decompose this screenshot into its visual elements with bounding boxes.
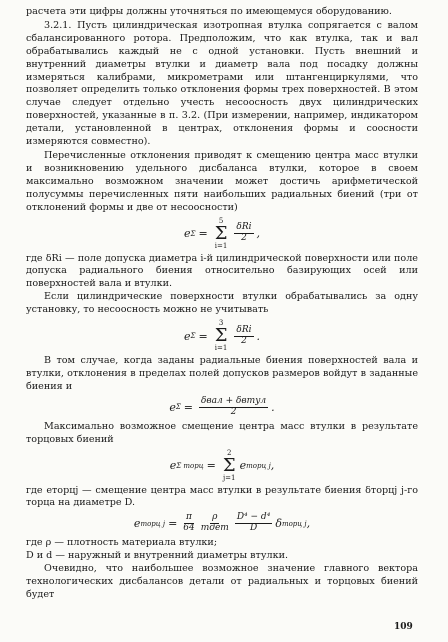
paragraph: Перечисленные отклонения приводят к смещению центра масс втулки и возникновению удельного дисбаланса втулки, которое в своем максимально возможном значении может достичь арифметической полусуммы перечисленных пяти наибольших радиальных биений (три от отклонений формы и две от несоосности) [26, 149, 418, 213]
fraction: $\frac{\text{δвал + δвтул}}{2}$ [201, 395, 267, 417]
fraction: $\frac{\pi}{64}$ [183, 512, 195, 534]
paragraph: где ρ — плотность материала втулки; [26, 537, 218, 549]
paragraph: Максимально возможное смещение центра масс втулки в результате торцовых биений [26, 420, 418, 445]
paragraph: где eторцj — смещение центра масс втулки в результате биения δторцj j-го торца на диаметре D. [26, 484, 418, 509]
paragraph: расчета эти цифры должны уточняться по имеющемуся оборудованию. [26, 6, 392, 17]
formula-e-sum-3: e Σ = 3 Σ i=1 $\frac{\text{δRi}}{2}$ . [184, 319, 260, 353]
paragraph: Если цилиндрические поверхности втулки обрабатывались за одну установку, то несоосность можно не учитывать [26, 291, 418, 316]
text-column [26, 6, 418, 602]
formula-e-shaft-bush: e Σ = $\frac{\text{δвал + δвтул}}{2}$ . [169, 395, 275, 417]
paragraph: где δRi — поле допуска диаметра i-й цилиндрической поверхности или поле допуска радиального биения относительно базирующих осей или поверхностей вала и втулки. [26, 252, 418, 290]
summation: 5 Σ i=1 [214, 216, 228, 250]
fraction: $\frac{\text{δRi}}{2}$ [236, 222, 252, 243]
paragraph: D и d — наружный и внутренний диаметры втулки. [26, 550, 289, 562]
fraction: $\frac{\text{D⁴ − d⁴}}{D}$ [236, 512, 271, 534]
summation: 2 Σ j=1 [222, 448, 236, 482]
formula-e-sum-5: e Σ = 5 Σ i=1 $\frac{\text{δRi}}{2}$ , [184, 216, 260, 250]
page-number: 109 [394, 622, 413, 632]
paragraph: 3.2.1. Пусть цилиндрическая изотропная втулка сопрягается с валом сбалансированного ротора. Предположим, что как втулка, так и вал обрабатывались каждый не с одной установки. Пусть внешний и внутренний диаметры втулки и диаметр вала под посадку должны измеряться калибрами, микрометрами или штангенциркулями, что позволяет определить только отклонения формы трех поверхностей. В этом случае следует отдельно учесть несоосность двух цилиндрических поверхностей, указанные в п. 3.2. (При измерении, например, индикатором детали, установленной в центрах, отклонения формы и соосности измеряются совместно). [26, 19, 418, 148]
summation: 3 Σ i=1 [214, 319, 228, 353]
paragraph: В том случае, когда заданы радиальные биения поверхностей вала и втулки, отклонения в пределах полей допусков размеров войдут в заданные биения и [26, 355, 418, 392]
formula-e-face-sum: e Σ торц = 2 Σ j=1 e торц j , [169, 448, 275, 482]
formula-e-face-j: e торц j = $\frac{\pi}{64}$ $\frac{\rho}{\text{mдет}}$ $\frac{\text{D⁴ − d⁴}}{D}$ δ торц j , [133, 512, 311, 534]
fraction: $\frac{\text{δRi}}{2}$ [236, 324, 252, 346]
fraction: $\frac{\rho}{\text{mдет}}$ [200, 512, 229, 534]
paragraph: Очевидно, что наибольшее возможное значение главного вектора технологических дисбалансов детали от радиальных и торцовых биений будет [26, 563, 418, 600]
